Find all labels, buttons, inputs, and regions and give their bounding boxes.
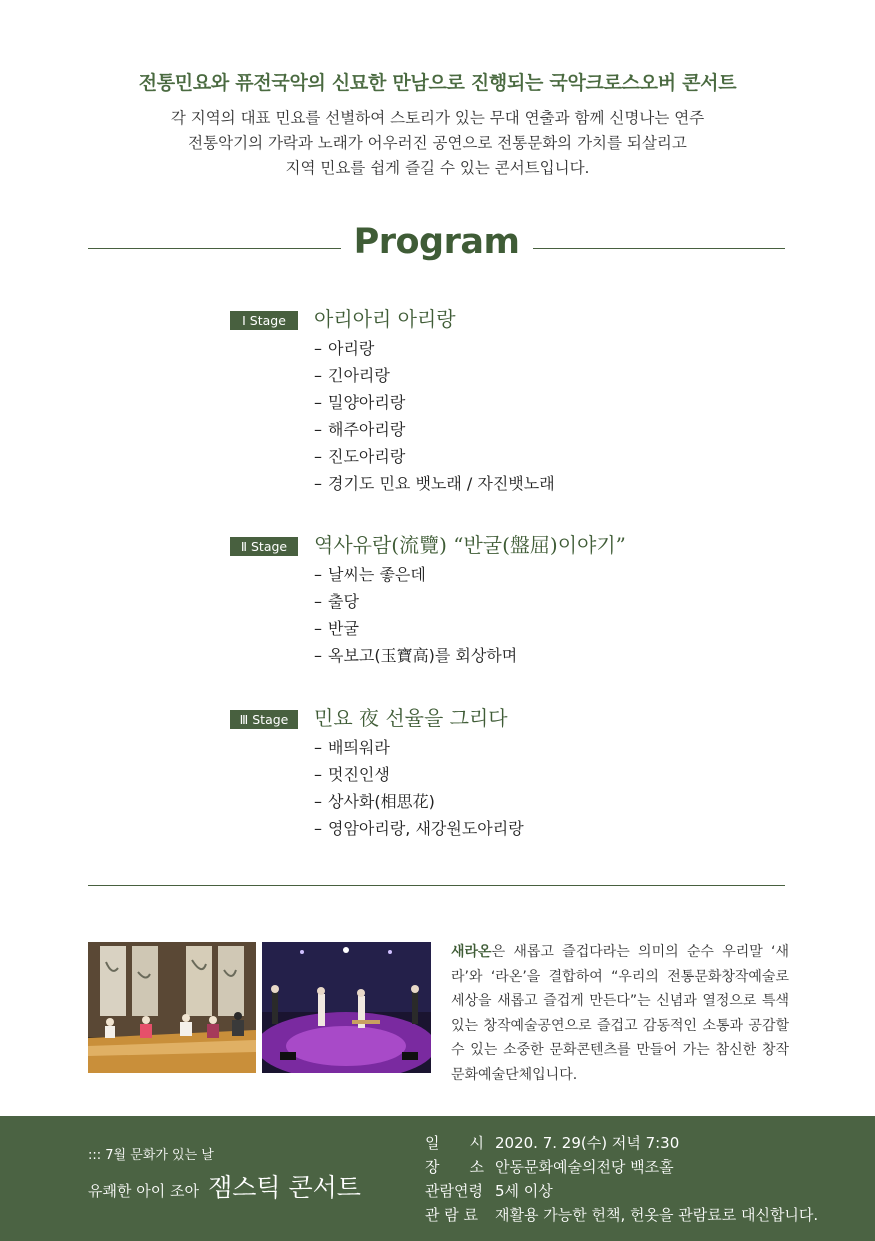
song-item: – 반굴 <box>314 615 517 642</box>
intro-line: 전통악기의 가락과 노래가 어우러진 공연으로 전통문화의 가치를 되살리고 <box>188 134 687 152</box>
info-row-venue <box>425 1155 818 1179</box>
song-item: – 긴아리랑 <box>314 362 555 389</box>
song-item: – 진도아리랑 <box>314 443 555 470</box>
song-item: – 해주아리랑 <box>314 416 555 443</box>
intro-line: 지역 민요를 쉽게 즐길 수 있는 콘서트입니다. <box>285 159 590 177</box>
section-divider <box>88 885 785 886</box>
song-item: – 출당 <box>314 588 517 615</box>
intro-line: 각 지역의 대표 민요를 선별하여 스토리가 있는 무대 연출과 함께 신명나는 연주 <box>170 109 705 127</box>
info-value: 2020. 7. 29(수) 저녁 7:30 <box>495 1134 680 1152</box>
song-item: – 상사화(相思花) <box>314 788 524 815</box>
stage-badge: Ⅲ Stage <box>230 710 298 729</box>
song-list <box>314 561 517 669</box>
song-item: – 배띄워라 <box>314 734 524 761</box>
series-label: ::: 7월 문화가 있는 날 <box>88 1148 214 1163</box>
program-header <box>88 222 785 274</box>
song-item: – 옥보고(玉寶高)를 회상하며 <box>314 642 517 669</box>
info-label: 일 시 <box>425 1134 484 1152</box>
song-list <box>314 335 555 497</box>
event-info <box>425 1131 818 1227</box>
performance-photo-1 <box>88 942 256 1073</box>
song-item: – 밀양아리랑 <box>314 389 555 416</box>
stage-badge: Ⅱ Stage <box>230 537 298 556</box>
performance-photo-2 <box>262 942 431 1073</box>
stage-title: 민요 夜 선율을 그리다 <box>314 706 508 730</box>
song-item: – 경기도 민요 뱃노래 / 자진뱃노래 <box>314 470 555 497</box>
info-label: 관 람 료 <box>425 1206 479 1224</box>
stage-title: 아리아리 아리랑 <box>314 307 456 331</box>
event-footer <box>0 1116 875 1241</box>
intro-text <box>0 106 875 181</box>
info-row-age <box>425 1179 818 1203</box>
song-item: – 멋진인생 <box>314 761 524 788</box>
info-row-date <box>425 1131 818 1155</box>
info-label: 장 소 <box>425 1158 484 1176</box>
song-item: – 영암아리랑, 새강원도아리랑 <box>314 815 524 842</box>
group-name: 새라온 <box>451 944 492 960</box>
stage-title: 역사유람(流覽) “반굴(盤屈)이야기” <box>314 533 626 557</box>
info-label: 관람연령 <box>425 1182 483 1200</box>
program-title: Program <box>353 222 520 262</box>
stage-badge: Ⅰ Stage <box>230 311 298 330</box>
song-item: – 아리랑 <box>314 335 555 362</box>
event-title <box>88 1168 361 1204</box>
group-description <box>451 940 789 1087</box>
song-list <box>314 734 524 842</box>
info-value: 재활용 가능한 헌책, 헌옷을 관람료로 대신합니다. <box>495 1206 819 1224</box>
info-row-fee <box>425 1203 818 1227</box>
info-value: 5세 이상 <box>495 1182 553 1200</box>
event-subtitle: 유쾌한 아이 조아 <box>88 1182 199 1200</box>
info-value: 안동문화예술의전당 백조홀 <box>495 1158 674 1176</box>
headline: 전통민요와 퓨전국악의 신묘한 만남으로 진행되는 국악크로스오버 콘서트 <box>138 72 737 94</box>
group-description-text: 은 새롭고 즐겁다라는 의미의 순수 우리말 ‘새라’와 ‘라온’을 결합하여 “우리의 전통문화창작예술로 세상을 새롭고 즐겁게 만든다”는 신념과 열정으로 특색있는 창작예술공연으로 즐겁고 감동적인 소통과 공감할 수 있는 소중한 문화콘텐츠를 만들어 가는 참신한 창작문화예술단체입니다. <box>451 944 789 1083</box>
song-item: – 날씨는 좋은데 <box>314 561 517 588</box>
event-name: 잼스틱 콘서트 <box>208 1173 361 1202</box>
